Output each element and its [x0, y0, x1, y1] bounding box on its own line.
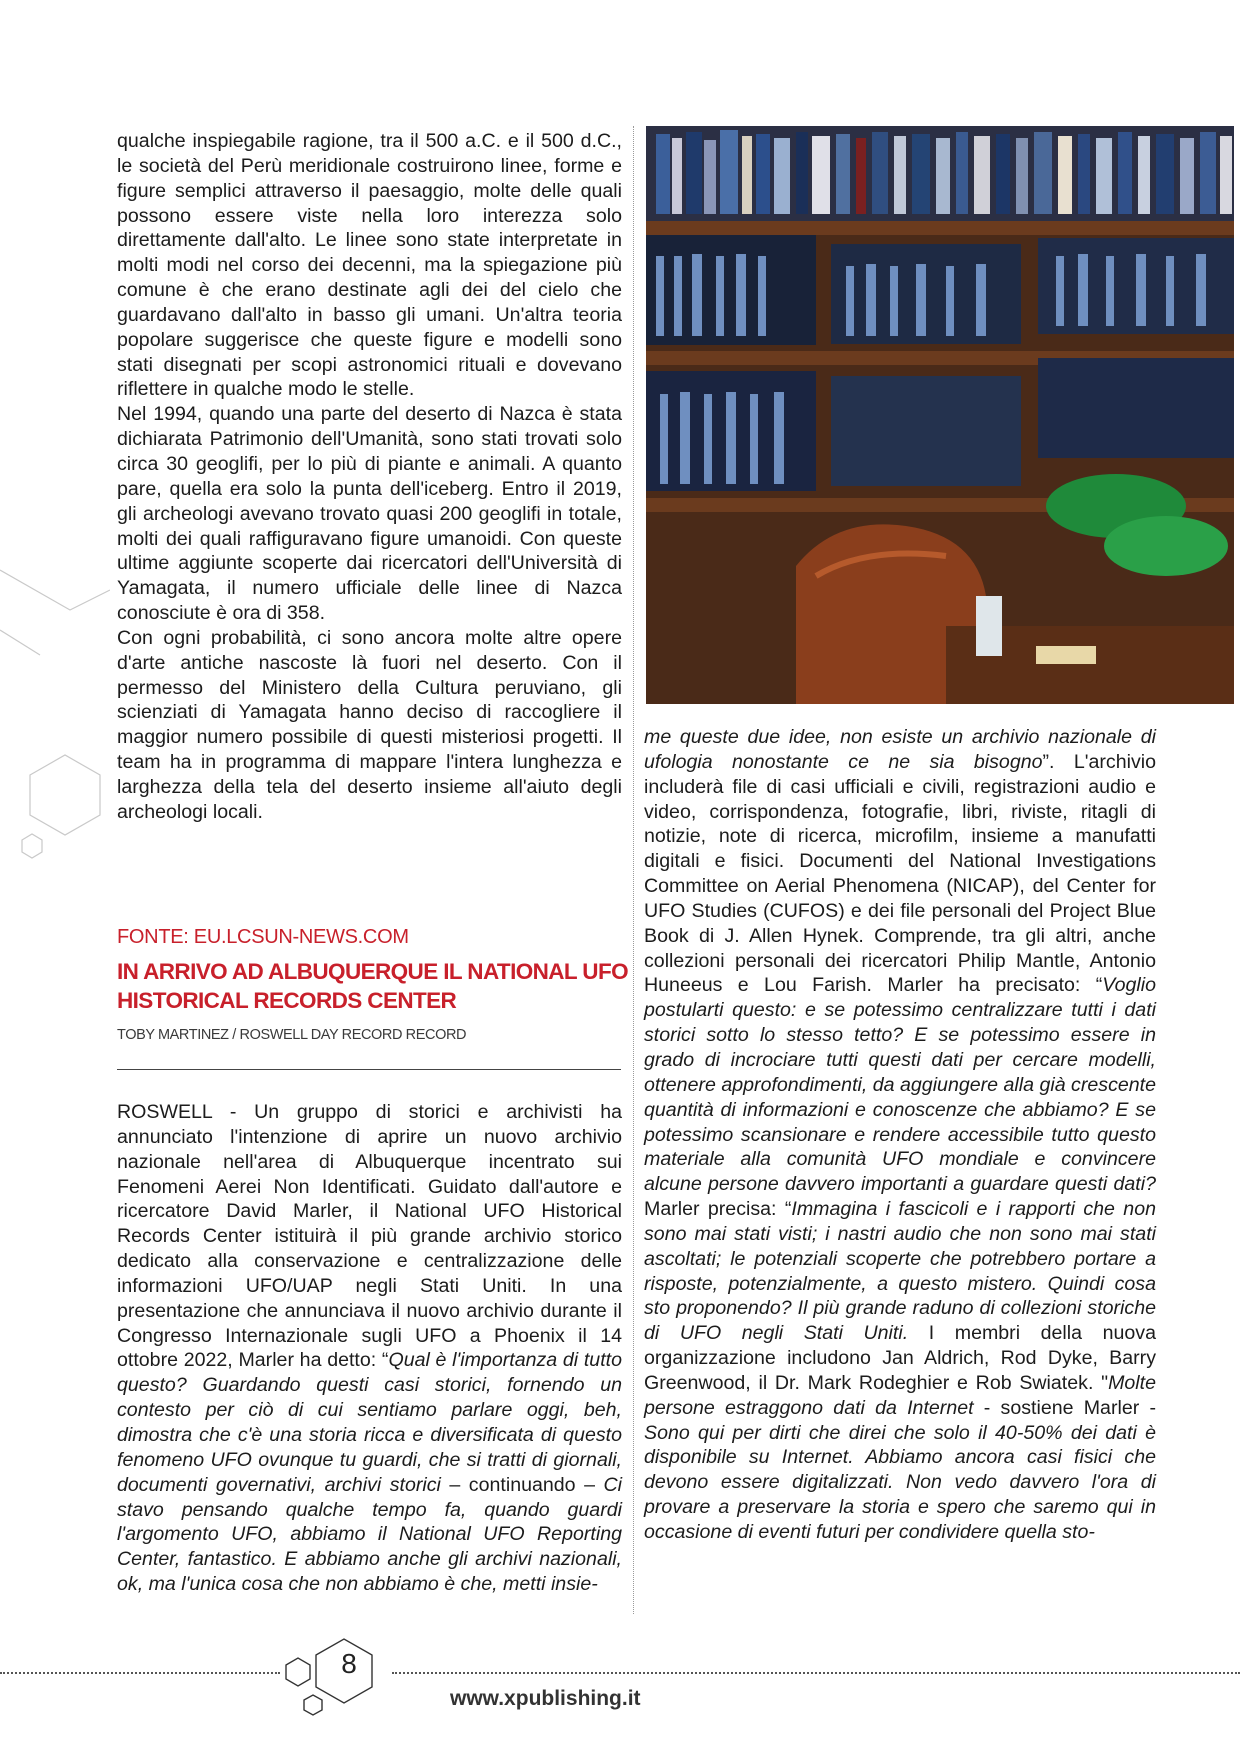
- paragraph: Con ogni probabilità, ci sono ancora molte altre opere d'arte antiche nascoste là fuori nel deserto. Con il permesso del Ministero della Cultura peruviano, gli scienziati di Yamagata hanno deciso di raccogliere il maggior numero possibile di questi misteriosi progetti. Il team ha in programma di mappare l'intera lunghezza e larghezza della tela del deserto insieme all'aiuto degli archeologi locali.: [117, 626, 622, 823]
- publisher-url[interactable]: www.xpublishing.it: [450, 1687, 641, 1710]
- quote-text: Molte persone estraggono dati da Internet: [644, 1371, 1156, 1419]
- quote-text: me queste due idee, non esiste un archivio nazionale di ufologia nonostante ce ne sia bisogno: [644, 726, 1156, 773]
- paragraph: qualche inspiegabile ragione, tra il 500 a.C. e il 500 d.C., le società del Perù meridionale costruirono linee, forme e figure semplici attraverso il paesaggio, molte delle quali possono essere viste nella loro interezza solo direttamente dall'alto. Le linee sono state interpretate in molti modi nel corso dei decenni, ma la spiegazione più comune è che erano destinate agli dei del cielo che guardavano dall'alto in basso gli umani. Un'altra teoria popolare suggerisce che queste figure e modelli sono stati disegnati per scopi astronomici rituali e dovevano riflettere in qualche modo le stelle.: [117, 130, 622, 401]
- article-source: FONTE: EU.LCSUN-NEWS.COM: [117, 926, 409, 948]
- footer-dotted-line-left: [0, 1672, 280, 1674]
- left-column-article-text: [117, 1100, 622, 1597]
- quote-text: Qual è l'importanza di tutto questo? Guardando questi casi storici, fornendo un contesto per ciò di cui sentiamo parlare oggi, beh, dimostra che c'è una storia ricca e diversificata di questo fenomeno UFO ovunque tu guardi, che si tratti di giornali, documenti governativi, archivi storici: [117, 1349, 622, 1496]
- body-text: ROSWELL - Un gruppo di storici e archivisti ha annunciato l'intenzione di aprire un nuovo archivio nazionale nell'area di Albuquerque incentrato sui Fenomeni Aerei Non Identificati. Guidato dall'autore e ricercatore David Marler, il National UFO Historical Records Center istituirà il più grande archivio storico dedicato alla conservazione e centralizzazione delle informazioni UFO/UAP negli Stati Uniti. In una presentazione che annunciava il nuovo archivio durante il Congresso Internazionale sugli UFO a Phoenix il 14 ottobre 2022, Marler ha detto: “: [117, 1101, 622, 1372]
- footer-dotted-line-right: [392, 1672, 1240, 1674]
- bookshelf-office-photo: [646, 126, 1234, 704]
- body-text: I membri della nuova organizzazione includono Jan Aldrich, Rod Dyke, Barry Greenwood, il Dr. Mark Rodeghier e Rob Swiatek. ": [644, 1322, 1156, 1394]
- column-divider: [633, 126, 634, 1614]
- body-text: - sostiene Marler -: [973, 1396, 1156, 1419]
- horizontal-rule: [117, 1069, 621, 1070]
- body-text: – continuando –: [440, 1473, 604, 1496]
- body-text: Marler precisa: “: [644, 1198, 792, 1221]
- body-text: ”. L'archivio includerà file di casi ufficiali e civili, registrazioni audio e video, corrispondenza, fotografie, libri, riviste, ritagli di notizie, note di ricerca, microfilm, insieme a manufatti digitali e fisici. Documenti del National Investigations Committee on Aerial Phenomena (NICAP), del Center for UFO Studies (CUFOS) e dei file personali del Project Blue Book di J. Allen Hynek. Comprende, tra gli altri, anche collezioni personali dei ricercatori Philip Mantle, Antonio Huneeus e Lou Farish. Marler ha precisato: “: [644, 750, 1156, 997]
- paragraph: Nel 1994, quando una parte del deserto di Nazca è stata dichiarata Patrimonio dell'Umanità, sono stati trovati solo circa 30 geoglifi, per lo più di piante e animali. A quanto pare, quella era solo la punta dell'iceberg. Entro il 2019, gli archeologi avevano trovato quasi 200 geoglifi in totale, molti dei quali raffiguravano figure umanoidi. Con queste ultime aggiunte scoperte dai ricercatori dell'Università di Yamagata, il numero ufficiale delle linee di Nazca conosciute è ora di 358.: [117, 403, 622, 625]
- page-number: 8: [341, 1648, 357, 1679]
- quote-text: Immagina i fascicoli e i rapporti che non sono mai stati visti; i nastri audio che non sono mai stati ascoltati; le potenziali scoperte che potrebbero portare a risposte, potenzialmente, a questo mistero. Quindi cosa sto proponendo? Il più grande raduno di collezioni storiche di UFO negli Stati Uniti.: [644, 1198, 1156, 1345]
- quote-text: Sono qui per dirti che direi che solo il 40-50% dei dati è disponibile su Internet. Abbiamo ancora casi fisici che devono essere digitalizzati. Non vedo davvero l'ora di provare a preservare la storia e spero che saremo qui in occasione di eventi futuri per condividere quella sto-: [644, 1421, 1156, 1543]
- left-column-nazca-text: [117, 129, 622, 825]
- right-column-article-text: [644, 725, 1156, 1545]
- article-headline: IN ARRIVO AD ALBUQUERQUE IL NATIONAL UFO HISTORICAL RECORDS CENTER: [117, 959, 629, 1013]
- quote-text: Ci stavo pensando qualche tempo fa, quando guardi l'argomento UFO, abbiamo il National UFO Reporting Center, fantastico. E abbiamo anche gli archivi nazionali, ok, ma l'unica cosa che non abbiamo è che, metti insie-: [117, 1473, 623, 1596]
- article-byline: TOBY MARTINEZ / ROSWELL DAY RECORD RECORD: [117, 1027, 467, 1043]
- quote-text: Voglio postularti questo: e se potessimo centralizzare tutti i dati storici sotto lo stesso tetto? E se potessimo essere in grado di incrociare tutti questi dati per cercare modelli, ottenere approfondimenti, da aggiungere alla già crescente quantità di informazioni e conoscenze che abbiamo? E se potessimo scansionare e rendere accessibile tutto questo materiale alla comunità UFO mondiale e convincere alcune persone davvero importanti a guardare questi dati?: [644, 974, 1156, 1196]
- hexagon-decoration: [0, 560, 110, 900]
